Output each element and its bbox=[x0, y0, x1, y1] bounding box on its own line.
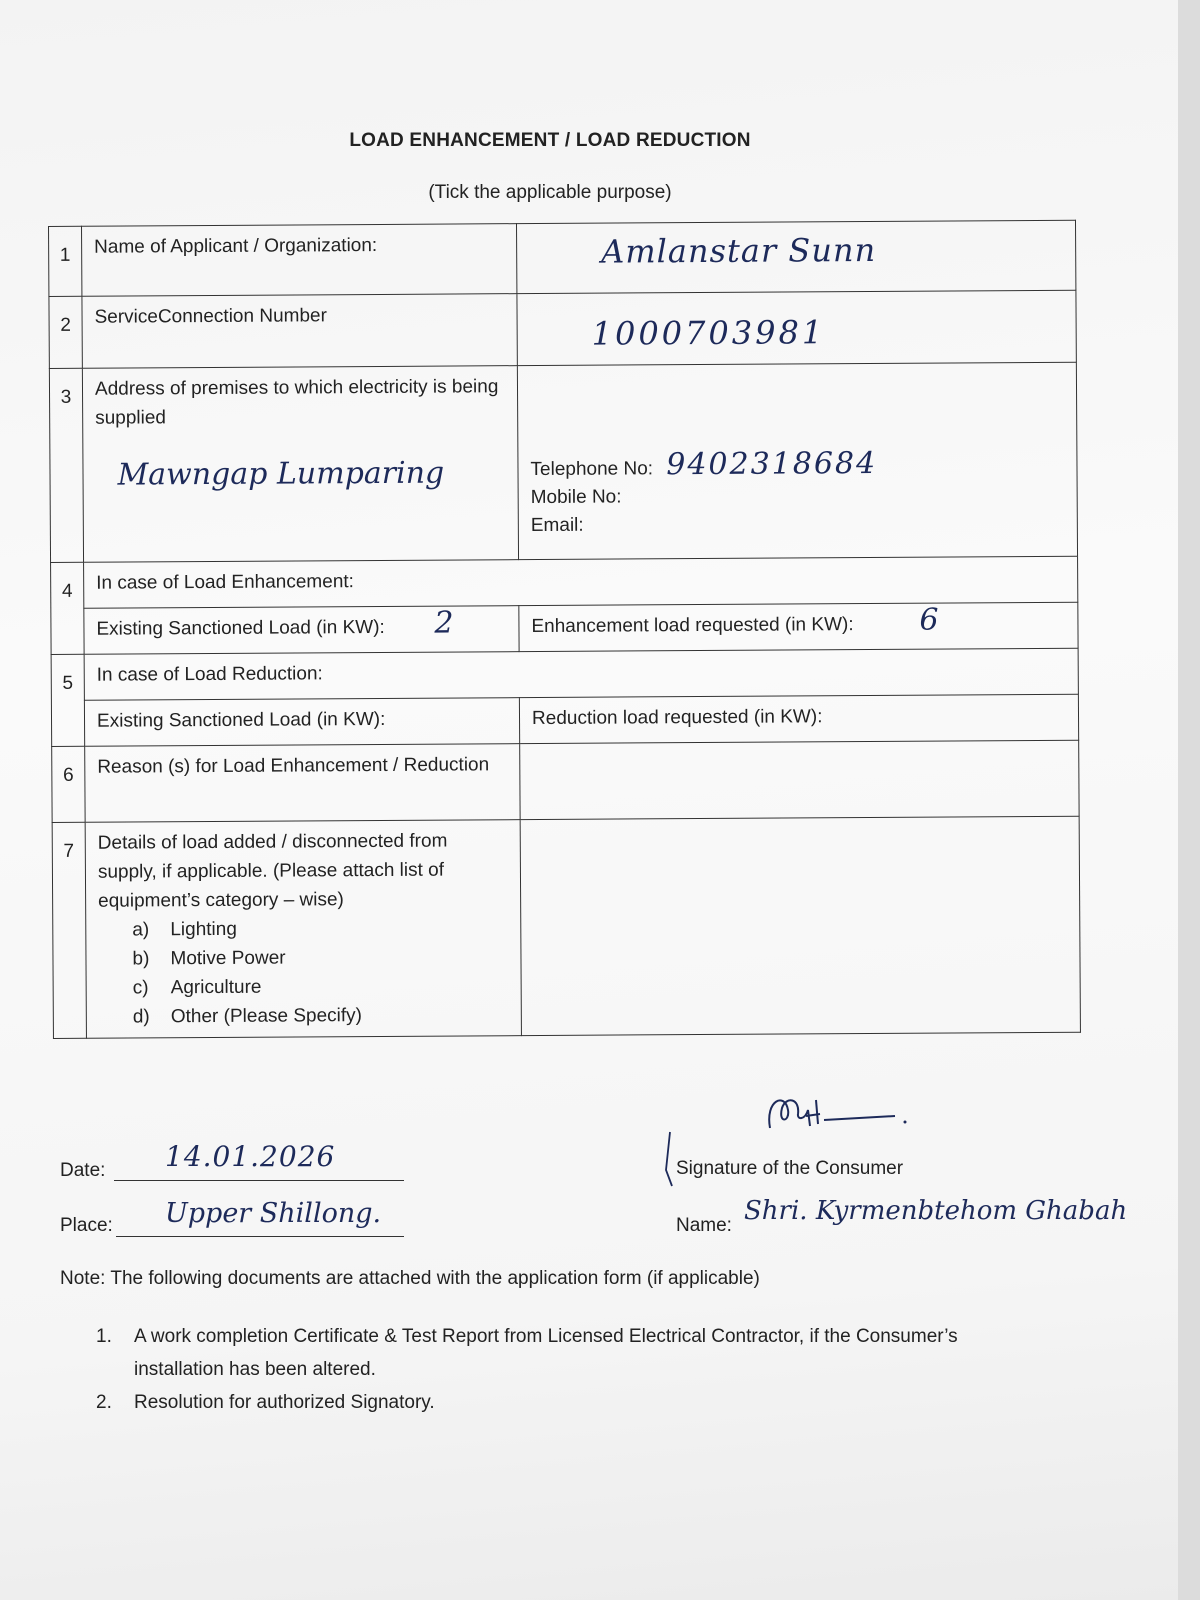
row-number: 6 bbox=[52, 746, 85, 822]
list-item: 1. A work completion Certificate & Test Report from Licensed Electrical Contractor, if the Consumer’s installation has been altered. bbox=[96, 1326, 958, 1380]
enh-existing-load-field[interactable] bbox=[84, 606, 519, 655]
red-requested-load-field[interactable] bbox=[519, 694, 1078, 743]
consumer-name-label: Name: bbox=[676, 1215, 732, 1236]
table-row bbox=[52, 740, 1079, 822]
place-underline bbox=[116, 1236, 404, 1237]
signature-tick bbox=[662, 1130, 676, 1190]
applicant-name-value: Amlanstar Sunn bbox=[601, 230, 877, 271]
row-number: 2 bbox=[49, 296, 82, 368]
date-underline bbox=[114, 1180, 404, 1181]
form-title: LOAD ENHANCEMENT / LOAD REDUCTION bbox=[349, 130, 751, 151]
row-number: 5 bbox=[51, 654, 85, 746]
table-row bbox=[51, 556, 1078, 608]
load-details-label: Details of load added / disconnected from supply, if applicable. (Please attach list of equipment’s category – wise) bbox=[97, 830, 448, 912]
enh-requested-load-value: 6 bbox=[919, 602, 939, 638]
table-row bbox=[51, 648, 1078, 700]
row-number: 3 bbox=[49, 368, 83, 562]
application-table bbox=[48, 220, 1081, 1039]
documents-list bbox=[96, 1320, 996, 1419]
mobile-label: Mobile No: bbox=[530, 486, 622, 509]
load-details-cell bbox=[85, 820, 521, 1039]
date-value[interactable]: 14.01.2026 bbox=[165, 1140, 336, 1173]
table-row bbox=[52, 816, 1080, 1038]
load-reduction-heading: In case of Load Reduction: bbox=[84, 648, 1078, 700]
table-row bbox=[49, 362, 1077, 562]
red-existing-load-field[interactable] bbox=[84, 698, 519, 747]
load-details-field[interactable] bbox=[520, 816, 1080, 1035]
row-number: 1 bbox=[49, 226, 82, 296]
signature-label: Signature of the Consumer bbox=[676, 1158, 904, 1179]
table-row bbox=[49, 290, 1076, 368]
premises-address-value: Mawngap Lumparing bbox=[117, 455, 445, 493]
enh-existing-load-value: 2 bbox=[434, 605, 454, 641]
email-field[interactable] bbox=[531, 509, 1065, 540]
enh-existing-load-label: Existing Sanctioned Load (in KW): bbox=[96, 616, 385, 640]
table-row bbox=[49, 220, 1076, 296]
enh-requested-load-label: Enhancement load requested (in KW): bbox=[531, 614, 854, 638]
list-item: 2. Resolution for authorized Signatory. bbox=[96, 1392, 435, 1413]
place-value[interactable]: Upper Shillong. bbox=[165, 1198, 382, 1229]
service-connection-field[interactable] bbox=[517, 290, 1076, 365]
email-label: Email: bbox=[530, 514, 584, 537]
service-connection-value: 1000703981 bbox=[591, 313, 826, 353]
table-row bbox=[51, 694, 1078, 746]
row-number: 4 bbox=[51, 562, 85, 654]
contact-cell bbox=[517, 362, 1077, 559]
reason-label: Reason (s) for Load Enhancement / Reduction bbox=[85, 744, 520, 823]
list-item: b) Motive Power bbox=[132, 947, 286, 970]
premises-address-label: Address of premises to which electricity is being supplied bbox=[94, 376, 499, 429]
list-item: d) Other (Please Specify) bbox=[132, 1005, 363, 1028]
applicant-name-field[interactable] bbox=[516, 220, 1075, 293]
telephone-value: 9402318684 bbox=[666, 445, 878, 483]
form-subtitle: (Tick the applicable purpose) bbox=[428, 182, 672, 203]
mobile-field[interactable] bbox=[531, 481, 1065, 512]
service-connection-label: ServiceConnection Number bbox=[82, 294, 517, 369]
signature-mark bbox=[760, 1090, 910, 1140]
consumer-name-value[interactable]: Shri. Kyrmenbtehom Ghabah bbox=[744, 1196, 1128, 1226]
load-category-list bbox=[98, 913, 509, 1032]
telephone-field[interactable] bbox=[530, 445, 1064, 484]
reason-field[interactable] bbox=[520, 740, 1079, 819]
applicant-name-label: Name of Applicant / Organization: bbox=[82, 224, 517, 297]
date-label: Date: bbox=[60, 1160, 106, 1181]
telephone-label: Telephone No: bbox=[530, 458, 654, 481]
list-item: c) Agriculture bbox=[132, 976, 262, 999]
place-label: Place: bbox=[60, 1215, 113, 1236]
premises-address-cell bbox=[82, 366, 518, 563]
enh-requested-load-field[interactable] bbox=[519, 602, 1078, 651]
list-item: a) Lighting bbox=[132, 918, 237, 941]
red-existing-load-label: Existing Sanctioned Load (in KW): bbox=[96, 708, 386, 732]
load-enhancement-heading: In case of Load Enhancement: bbox=[84, 556, 1078, 608]
row-number: 7 bbox=[52, 822, 86, 1038]
table-row bbox=[51, 602, 1078, 654]
page-edge bbox=[1178, 0, 1200, 1600]
red-requested-load-label: Reduction load requested (in KW): bbox=[531, 706, 823, 730]
documents-note: Note: The following documents are attached with the application form (if applicable) bbox=[60, 1268, 760, 1289]
